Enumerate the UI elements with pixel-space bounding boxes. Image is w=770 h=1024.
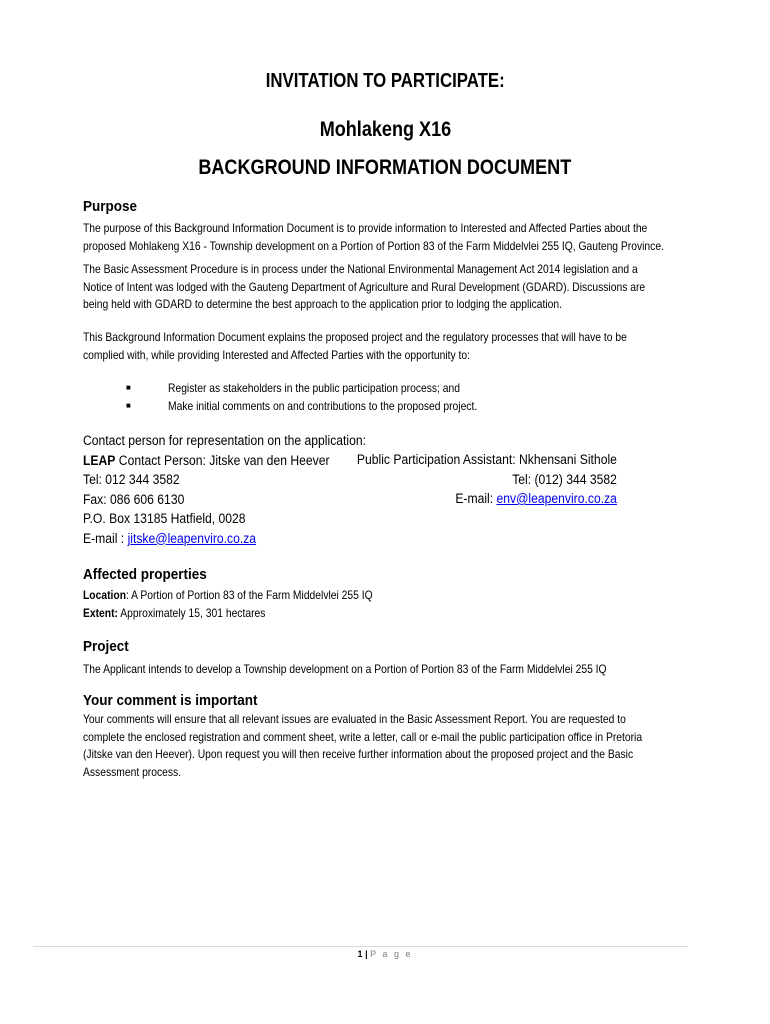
leap-po-box: P.O. Box 13185 Hatfield, 0028 (83, 511, 246, 526)
text-line: The purpose of this Background Information Document is to provide information to Interested and Affected Parties about the (83, 221, 648, 235)
extent-line (83, 605, 373, 623)
leap-contact-line (83, 451, 366, 471)
location-value: : A Portion of Portion 83 of the Farm Middelvlei 255 IQ (126, 588, 373, 602)
location-line (83, 587, 373, 605)
page-number: 1 (357, 949, 363, 959)
invitation-heading: INVITATION TO PARTICIPATE: (265, 70, 505, 92)
comment-heading: Your comment is important (83, 692, 258, 709)
ppa-contact-block (357, 450, 617, 509)
text-line: (Jitske van den Heever). Upon request you will then receive further information about the proposed project and the Basic (83, 747, 634, 761)
page-label: P a g e (370, 949, 413, 959)
email-label: E-mail: (455, 491, 497, 506)
project-heading: Project (83, 638, 129, 655)
purpose-paragraph-1 (83, 220, 664, 255)
leap-email-line (83, 529, 366, 549)
email-label: E-mail : (83, 530, 128, 546)
extent-value: Approximately 15, 301 hectares (117, 605, 266, 620)
affected-properties-details (83, 587, 373, 622)
text-line: proposed Mohlakeng X16 - Township development on a Portion of Portion 83 of the Farm Middelvlei 255 IQ, Gauteng Province. (83, 238, 664, 253)
location-label: Location (83, 588, 126, 602)
leap-tel: Tel: 012 344 3582 (83, 472, 180, 487)
purpose-paragraph-3 (83, 329, 627, 364)
list-item (126, 398, 686, 416)
document-title: BACKGROUND INFORMATION DOCUMENT (198, 156, 572, 179)
text-line: complete the enclosed registration and comment sheet, write a letter, call or e-mail the public participation office in Pretoria (83, 729, 643, 744)
extent-label: Extent: (83, 605, 118, 620)
affected-properties-heading: Affected properties (83, 566, 207, 583)
list-item-text: Make initial comments on and contributions to the proposed project. (168, 399, 478, 413)
leap-contact-person: Contact Person: Jitske van den Heever (115, 452, 330, 468)
text-line: Assessment process. (83, 764, 182, 779)
leap-fax: Fax: 086 606 6130 (83, 491, 185, 507)
bullet-icon: ■ (126, 401, 131, 410)
leap-label: LEAP (83, 452, 116, 468)
ppa-name: Public Participation Assistant: Nkhensani Sithole (356, 452, 617, 467)
text-line: Notice of Intent was lodged with the Gauteng Department of Agriculture and Rural Development (GDARD). Discussions are (83, 279, 646, 294)
footer-divider (33, 946, 688, 947)
list-item-text: Register as stakeholders in the public participation process; and (168, 381, 460, 395)
ppa-email-link[interactable]: env@leapenviro.co.za (496, 491, 617, 506)
bullet-icon: ■ (126, 383, 131, 392)
ppa-email-line (357, 489, 617, 509)
project-text: The Applicant intends to develop a Township development on a Portion of Portion 83 of the Farm Middelvlei 255 IQ (83, 662, 607, 676)
footer-separator: | (362, 949, 371, 959)
text-line: being held with GDARD to determine the best approach to the application prior to lodging the application. (83, 297, 563, 311)
leap-email-link[interactable]: jitske@leapenviro.co.za (127, 530, 257, 546)
text-line: Your comments will ensure that all relevant issues are evaluated in the Basic Assessment Report. You are requested to (83, 712, 626, 726)
ppa-tel: Tel: (012) 344 3582 (512, 471, 617, 487)
project-name: Mohlakeng X16 (319, 118, 451, 141)
text-line: complied with, while providing Interested and Affected Parties with the opportunity to: (83, 347, 471, 362)
comment-paragraph (83, 711, 642, 781)
page-footer (0, 949, 770, 959)
contact-intro: Contact person for representation on the application: (83, 433, 367, 448)
list-item (126, 380, 686, 398)
purpose-heading: Purpose (83, 198, 138, 215)
purpose-paragraph-2 (83, 261, 645, 314)
text-line: The Basic Assessment Procedure is in process under the National Environmental Management Act 2014 legislation and a (83, 262, 638, 276)
text-line: This Background Information Document explains the proposed project and the regulatory processes that will have to be (83, 330, 627, 344)
contact-block (83, 431, 366, 548)
